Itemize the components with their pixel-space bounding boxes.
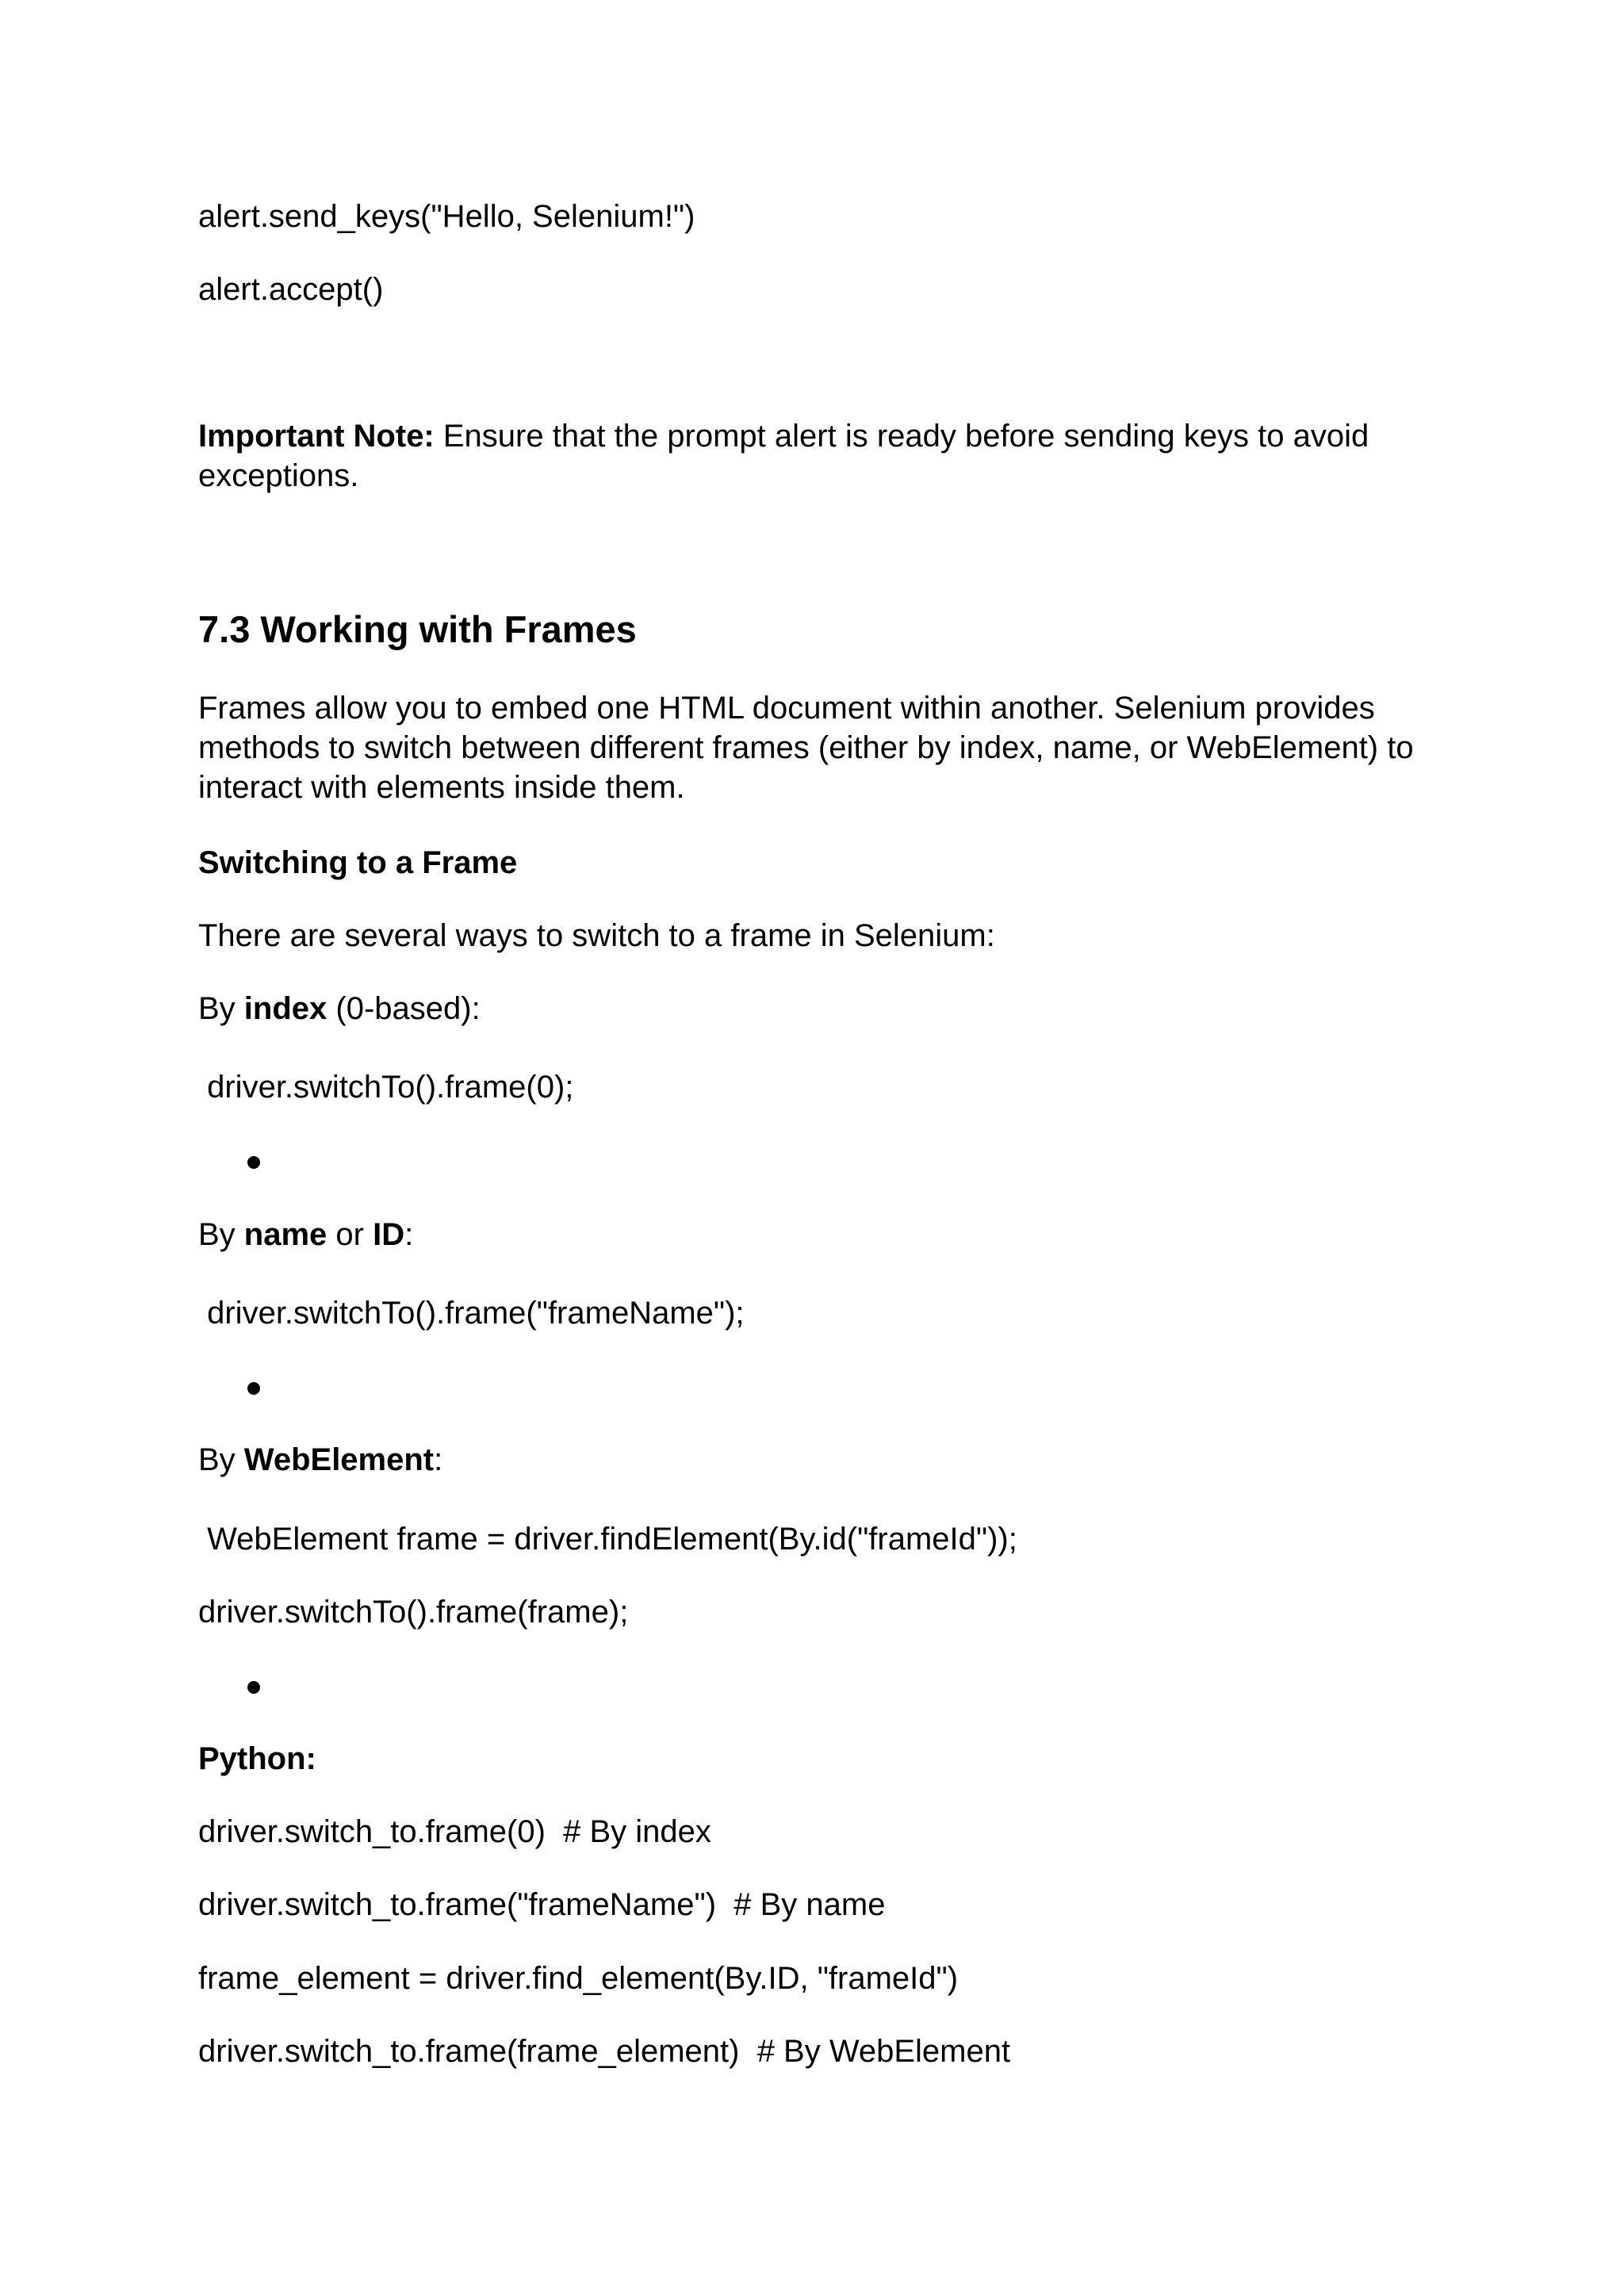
- important-note-label: Important Note:: [198, 419, 435, 454]
- by-id-keyword: ID: [373, 1217, 405, 1252]
- section-intro: Frames allow you to embed one HTML document within another. Selenium provides methods to switch between different frames (either by index, name, or WebElement) to interact with elements inside them.: [198, 691, 1414, 805]
- by-name-suffix: :: [404, 1217, 414, 1252]
- python-line-element: driver.switch_to.frame(frame_element) # By WebElement: [198, 2034, 1011, 2069]
- by-index-prefix: By: [198, 991, 244, 1026]
- important-note-text: Ensure that the prompt alert is ready before sending keys to avoid exceptions.: [198, 419, 1369, 493]
- section-title: 7.3 Working with Frames: [198, 608, 637, 650]
- bullet-dot: [247, 1156, 260, 1169]
- code-line-send-keys: alert.send_keys("Hello, Selenium!"): [198, 199, 695, 234]
- by-element-keyword: WebElement: [243, 1442, 435, 1477]
- by-name-prefix: By: [198, 1217, 244, 1252]
- bullet-dot: [247, 1681, 260, 1694]
- code-by-name: driver.switchTo().frame("frameName");: [198, 1296, 745, 1331]
- code-line-accept: alert.accept(): [198, 272, 384, 307]
- code-by-element-switch: driver.switchTo().frame(frame);: [198, 1595, 629, 1630]
- code-by-index: driver.switchTo().frame(0);: [198, 1070, 574, 1105]
- subheading-switching: Switching to a Frame: [198, 845, 518, 880]
- by-index-suffix: (0-based):: [327, 991, 481, 1026]
- python-line-name: driver.switch_to.frame("frameName") # By name: [198, 1887, 886, 1922]
- by-element-prefix: By: [198, 1442, 244, 1477]
- by-name-label: [198, 1215, 413, 1254]
- by-name-mid: or: [327, 1217, 373, 1252]
- bullet-dot: [247, 1382, 260, 1395]
- important-note: [198, 416, 1435, 496]
- python-line-index: driver.switch_to.frame(0) # By index: [198, 1814, 711, 1849]
- by-element-suffix: :: [434, 1442, 443, 1477]
- code-by-element-find: WebElement frame = driver.findElement(By.id("frameId"));: [198, 1522, 1017, 1557]
- python-line-find: frame_element = driver.find_element(By.ID, "frameId"): [198, 1961, 959, 1996]
- python-label: Python:: [198, 1741, 316, 1776]
- by-index-label: [198, 989, 481, 1028]
- by-element-label: [198, 1440, 442, 1480]
- switching-lead: There are several ways to switch to a frame in Selenium:: [198, 918, 995, 953]
- by-name-keyword: name: [243, 1217, 327, 1252]
- by-index-keyword: index: [243, 991, 327, 1026]
